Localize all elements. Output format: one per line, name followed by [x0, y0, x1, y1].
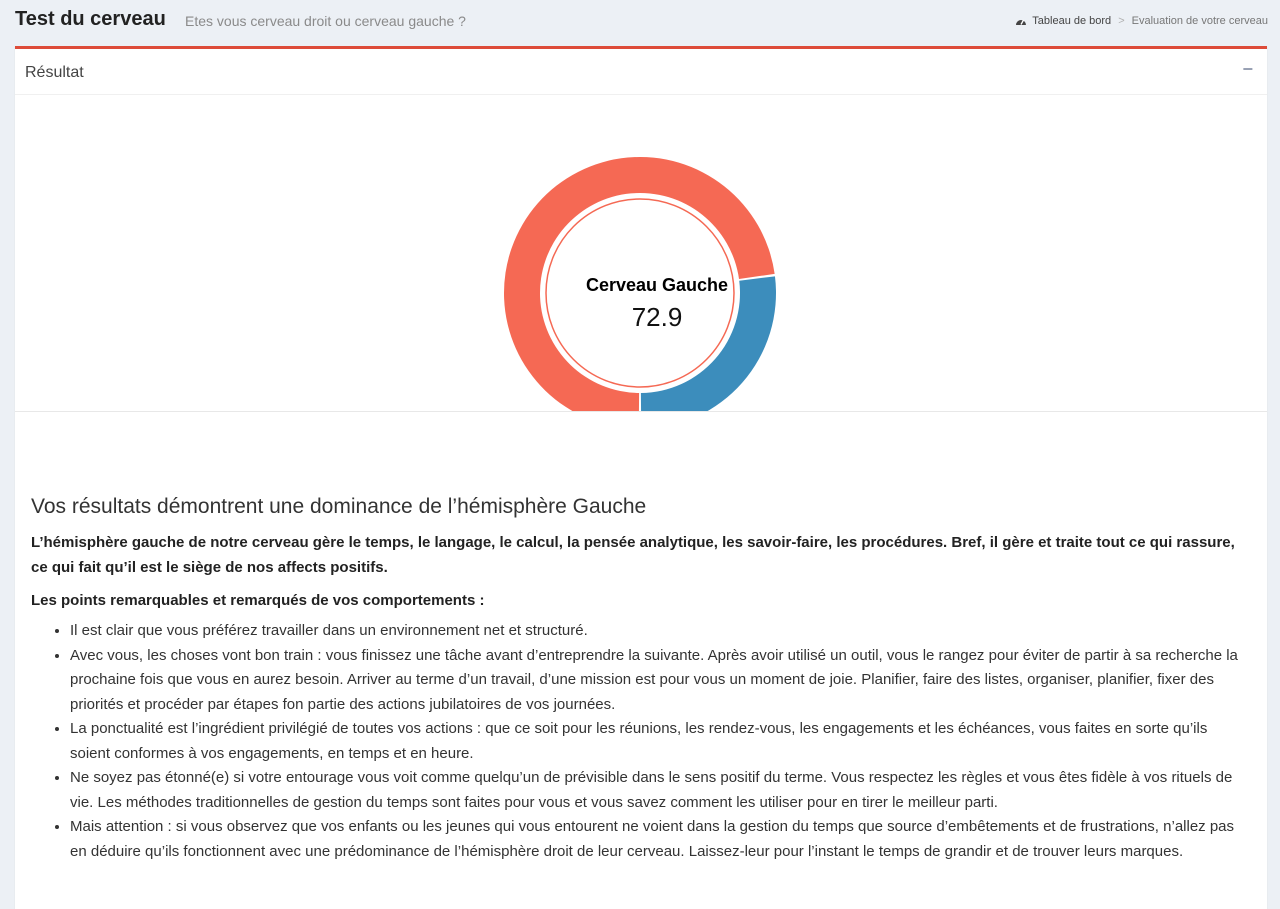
chart-area — [15, 95, 1267, 412]
donut-chart — [15, 95, 1267, 411]
breadcrumb-separator: > — [1118, 15, 1125, 27]
center-label: Cerveau Gauche — [585, 275, 729, 295]
page-header — [0, 0, 1280, 44]
points-title: Les points remarquables et remarqués de vos comportements : — [31, 592, 485, 609]
list-item: • Il est clair que vous préférez travailler dans un environnement net et structuré. — [70, 619, 1243, 644]
breadcrumb — [1015, 15, 1268, 27]
result-intro: L’hémisphère gauche de notre cerveau gère le temps, le langage, le calcul, la pensée analytique, les savoir-faire, les procédures. Bref, il gère et traite tout ce qui rassure, ce qui fait qu’il est le siège de nos affects positifs. — [31, 534, 1235, 576]
page-subtitle: Etes vous cerveau droit ou cerveau gauche ? — [185, 13, 466, 29]
list-item: • Mais attention : si vous observez que vos enfants ou les jeunes qui vous entourent ne voient dans la gestion du temps que source d’embêtements et de frustrations, n’allez pas en déduire qu’ils fonctionnent avec une prédominance de l’hémisphère droit de leur cerveau. Laissez-leur pour l’instant le temps de grandir et de trouver leurs marques. — [70, 815, 1243, 864]
center-value: 72.9 — [631, 302, 683, 332]
result-heading: Vos résultats démontrent une dominance de l’hémisphère Gauche — [31, 495, 647, 518]
page-title: Test du cerveau — [15, 8, 166, 30]
box-header — [15, 49, 1267, 95]
result-content — [31, 493, 1243, 864]
list-item: • La ponctualité est l’ingrédient privilégié de toutes vos actions : que ce soit pour les réunions, les rendez-vous, les engagements et les échéances, vous faites en sorte qu’ils soient conformes à vos engagements, en temps et en heure. — [70, 717, 1243, 766]
breadcrumb-current: Evaluation de votre cerveau — [1131, 15, 1268, 27]
list-item: • Avec vous, les choses vont bon train : vous finissez une tâche avant d’entreprendre la suivante. Après avoir utilisé un outil, vous le rangez pour éviter de partir à sa recherche la prochaine fois que vous en aurez besoin. Arriver au terme d’un travail, d’une mission est pour vous un moment de joie. Planifier, faire des listes, organiser, planifier, fixer des priorités et procéder par étapes fon partie des actions jubilatoires de vos journées. — [70, 644, 1243, 718]
result-box — [15, 46, 1267, 909]
donut-slice-1[interactable] — [641, 276, 776, 411]
collapse-button[interactable]: − — [1242, 59, 1253, 79]
dashboard-icon — [1015, 16, 1027, 26]
breadcrumb-home-link[interactable]: Tableau de bord — [1032, 15, 1112, 27]
points-list — [31, 619, 1243, 864]
list-item: • Ne soyez pas étonné(e) si votre entourage vous voit comme quelqu’un de prévisible dans le sens positif du terme. Vous respectez les règles et vous êtes fidèle à vos rituels de vie. Les méthodes traditionnelles de gestion du temps sont faites pour vous et vous savez comment les utiliser pour en tirer le meilleur parti. — [70, 766, 1243, 815]
box-title: Résultat — [25, 64, 84, 81]
